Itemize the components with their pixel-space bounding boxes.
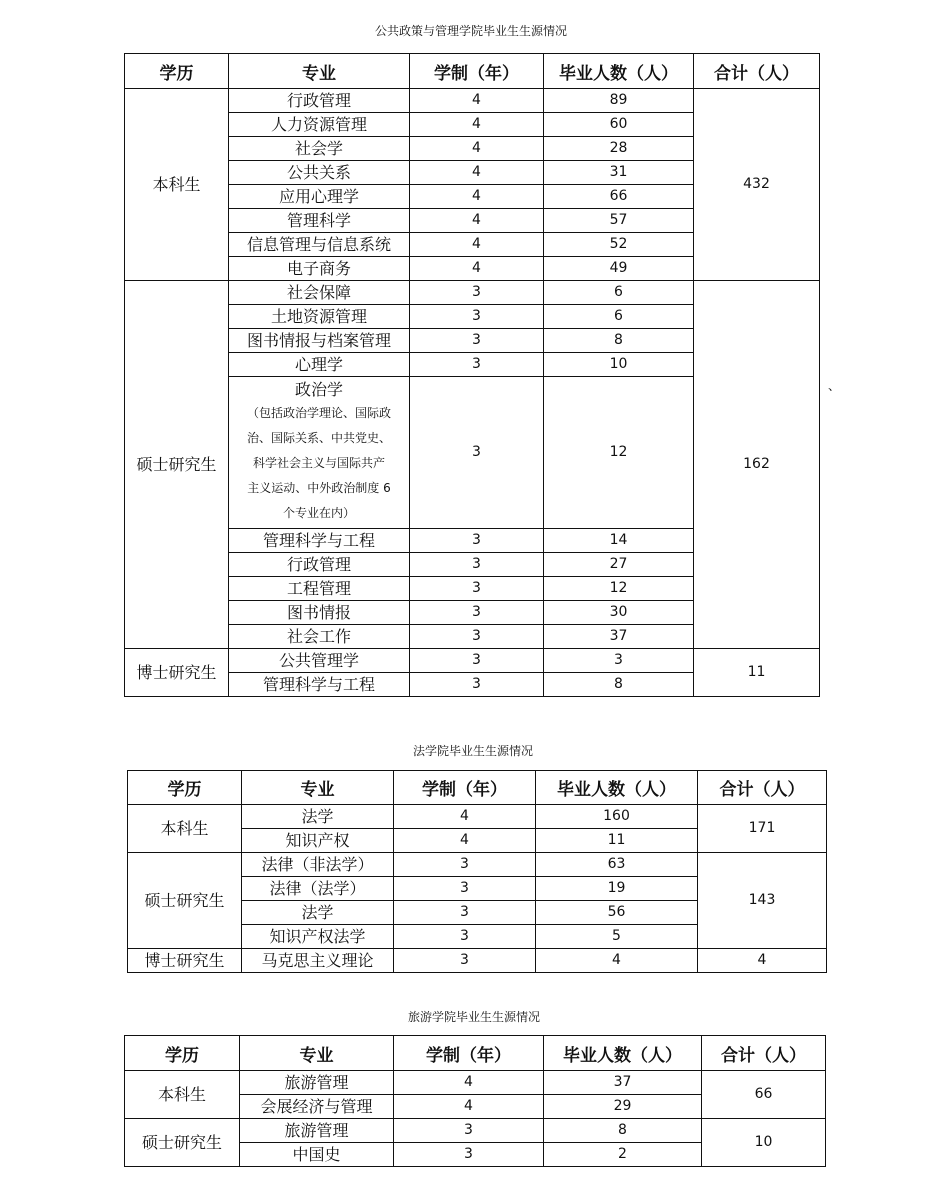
count-cell: 30 <box>544 601 694 625</box>
table-row <box>125 89 820 113</box>
table-row <box>128 805 827 829</box>
major-note-line: （包括政治学理论、国际政 <box>246 406 391 420</box>
count-cell: 89 <box>544 89 694 113</box>
major-cell: 旅游管理 <box>240 1071 394 1095</box>
count-cell: 5 <box>536 925 698 949</box>
count-cell: 19 <box>536 877 698 901</box>
years-cell: 3 <box>410 529 544 553</box>
table-row <box>125 649 820 673</box>
years-cell: 4 <box>410 233 544 257</box>
years-cell: 4 <box>394 805 536 829</box>
years-cell: 3 <box>394 925 536 949</box>
count-cell: 6 <box>544 305 694 329</box>
column-header: 专业 <box>229 54 410 89</box>
column-header: 专业 <box>242 771 394 805</box>
years-cell: 3 <box>394 877 536 901</box>
count-cell: 160 <box>536 805 698 829</box>
major-cell: 人力资源管理 <box>229 113 410 137</box>
count-cell: 52 <box>544 233 694 257</box>
years-cell: 3 <box>394 1143 544 1167</box>
table-row <box>125 1071 826 1095</box>
major-cell: 法学 <box>242 805 394 829</box>
count-cell: 11 <box>536 829 698 853</box>
major-cell: 社会保障 <box>229 281 410 305</box>
count-cell: 37 <box>544 625 694 649</box>
years-cell: 3 <box>394 853 536 877</box>
section-title-tourism: 旅游学院毕业生生源情况 <box>408 1010 541 1024</box>
major-note-line: 主义运动、中外政治制度 6 <box>247 481 391 495</box>
count-cell: 60 <box>544 113 694 137</box>
major-cell: 马克思主义理论 <box>242 949 394 973</box>
stray-mark: 、 <box>828 379 841 393</box>
count-cell: 4 <box>536 949 698 973</box>
column-header: 学制（年） <box>410 54 544 89</box>
major-cell: 法律（非法学） <box>242 853 394 877</box>
header-row <box>125 54 820 89</box>
major-cell: 行政管理 <box>229 553 410 577</box>
major-cell: 中国史 <box>240 1143 394 1167</box>
major-cell: 管理科学 <box>229 209 410 233</box>
major-cell: 旅游管理 <box>240 1119 394 1143</box>
tourism-school-table <box>124 1035 826 1167</box>
column-header: 合计（人） <box>694 54 820 89</box>
years-cell: 4 <box>410 161 544 185</box>
section-title-law: 法学院毕业生生源情况 <box>413 744 534 758</box>
column-header: 毕业人数（人） <box>536 771 698 805</box>
count-cell: 3 <box>544 649 694 673</box>
years-cell: 3 <box>410 673 544 697</box>
years-cell: 4 <box>394 1095 544 1119</box>
count-cell: 63 <box>536 853 698 877</box>
years-cell: 4 <box>410 257 544 281</box>
total-cell: 10 <box>702 1119 826 1167</box>
table-row <box>125 1119 826 1143</box>
count-cell: 8 <box>544 1119 702 1143</box>
count-cell: 28 <box>544 137 694 161</box>
major-cell: 心理学 <box>229 353 410 377</box>
column-header: 合计（人） <box>698 771 827 805</box>
column-header: 学制（年） <box>394 771 536 805</box>
count-cell: 57 <box>544 209 694 233</box>
degree-cell: 硕士研究生 <box>125 1119 240 1167</box>
public-policy-table <box>124 53 820 697</box>
major-cell: 社会学 <box>229 137 410 161</box>
major-cell: 土地资源管理 <box>229 305 410 329</box>
years-cell: 3 <box>410 625 544 649</box>
section-title-public-policy: 公共政策与管理学院毕业生生源情况 <box>375 24 568 38</box>
major-cell: 图书情报与档案管理 <box>229 329 410 353</box>
major-cell: 工程管理 <box>229 577 410 601</box>
years-cell: 3 <box>410 353 544 377</box>
years-cell: 3 <box>410 329 544 353</box>
major-name: 政治学 <box>294 380 343 399</box>
major-cell: 公共关系 <box>229 161 410 185</box>
major-cell: 社会工作 <box>229 625 410 649</box>
years-cell: 3 <box>394 949 536 973</box>
major-cell: 应用心理学 <box>229 185 410 209</box>
degree-cell: 博士研究生 <box>125 649 229 697</box>
major-cell: 电子商务 <box>229 257 410 281</box>
years-cell: 4 <box>394 829 536 853</box>
column-header: 学制（年） <box>394 1036 544 1071</box>
major-cell: 管理科学与工程 <box>229 673 410 697</box>
count-cell: 37 <box>544 1071 702 1095</box>
count-cell: 66 <box>544 185 694 209</box>
total-cell: 171 <box>698 805 827 853</box>
years-cell: 3 <box>410 601 544 625</box>
major-cell: 管理科学与工程 <box>229 529 410 553</box>
degree-cell: 硕士研究生 <box>128 853 242 949</box>
major-note-line: 个专业在内） <box>282 506 355 520</box>
total-cell: 432 <box>694 89 820 281</box>
major-cell: 行政管理 <box>229 89 410 113</box>
years-cell: 3 <box>410 553 544 577</box>
column-header: 合计（人） <box>702 1036 826 1071</box>
table-row <box>128 853 827 877</box>
count-cell: 27 <box>544 553 694 577</box>
major-cell: 信息管理与信息系统 <box>229 233 410 257</box>
total-cell: 11 <box>694 649 820 697</box>
count-cell: 56 <box>536 901 698 925</box>
count-cell: 8 <box>544 673 694 697</box>
count-cell: 14 <box>544 529 694 553</box>
total-cell: 66 <box>702 1071 826 1119</box>
degree-cell: 本科生 <box>125 1071 240 1119</box>
years-cell: 4 <box>410 89 544 113</box>
major-cell: 会展经济与管理 <box>240 1095 394 1119</box>
major-note-line: 科学社会主义与国际共产 <box>252 456 385 470</box>
years-cell: 3 <box>410 305 544 329</box>
degree-cell: 本科生 <box>125 89 229 281</box>
years-cell: 4 <box>410 209 544 233</box>
header-row <box>125 1036 826 1071</box>
years-cell: 3 <box>410 377 544 529</box>
major-cell: 知识产权 <box>242 829 394 853</box>
count-cell: 29 <box>544 1095 702 1119</box>
count-cell: 31 <box>544 161 694 185</box>
column-header: 学历 <box>128 771 242 805</box>
header-row <box>128 771 827 805</box>
years-cell: 3 <box>410 649 544 673</box>
table-row <box>125 281 820 305</box>
column-header: 毕业人数（人） <box>544 1036 702 1071</box>
years-cell: 3 <box>394 901 536 925</box>
years-cell: 4 <box>410 185 544 209</box>
major-cell: 知识产权法学 <box>242 925 394 949</box>
degree-cell: 硕士研究生 <box>125 281 229 649</box>
law-school-table <box>127 770 827 973</box>
years-cell: 4 <box>394 1071 544 1095</box>
years-cell: 3 <box>394 1119 544 1143</box>
table-row <box>128 949 827 973</box>
total-cell: 143 <box>698 853 827 949</box>
years-cell: 3 <box>410 281 544 305</box>
count-cell: 8 <box>544 329 694 353</box>
count-cell: 12 <box>544 377 694 529</box>
column-header: 专业 <box>240 1036 394 1071</box>
major-cell: 法律（法学） <box>242 877 394 901</box>
count-cell: 49 <box>544 257 694 281</box>
total-cell: 162 <box>694 281 820 649</box>
column-header: 学历 <box>125 1036 240 1071</box>
major-cell: 公共管理学 <box>229 649 410 673</box>
years-cell: 4 <box>410 137 544 161</box>
count-cell: 6 <box>544 281 694 305</box>
years-cell: 3 <box>410 577 544 601</box>
degree-cell: 本科生 <box>128 805 242 853</box>
years-cell: 4 <box>410 113 544 137</box>
total-cell: 4 <box>698 949 827 973</box>
major-cell: 图书情报 <box>229 601 410 625</box>
degree-cell: 博士研究生 <box>128 949 242 973</box>
major-cell: 法学 <box>242 901 394 925</box>
count-cell: 2 <box>544 1143 702 1167</box>
column-header: 学历 <box>125 54 229 89</box>
major-note-line: 治、国际关系、中共党史、 <box>246 431 391 445</box>
count-cell: 10 <box>544 353 694 377</box>
count-cell: 12 <box>544 577 694 601</box>
column-header: 毕业人数（人） <box>544 54 694 89</box>
major-cell <box>229 377 410 529</box>
